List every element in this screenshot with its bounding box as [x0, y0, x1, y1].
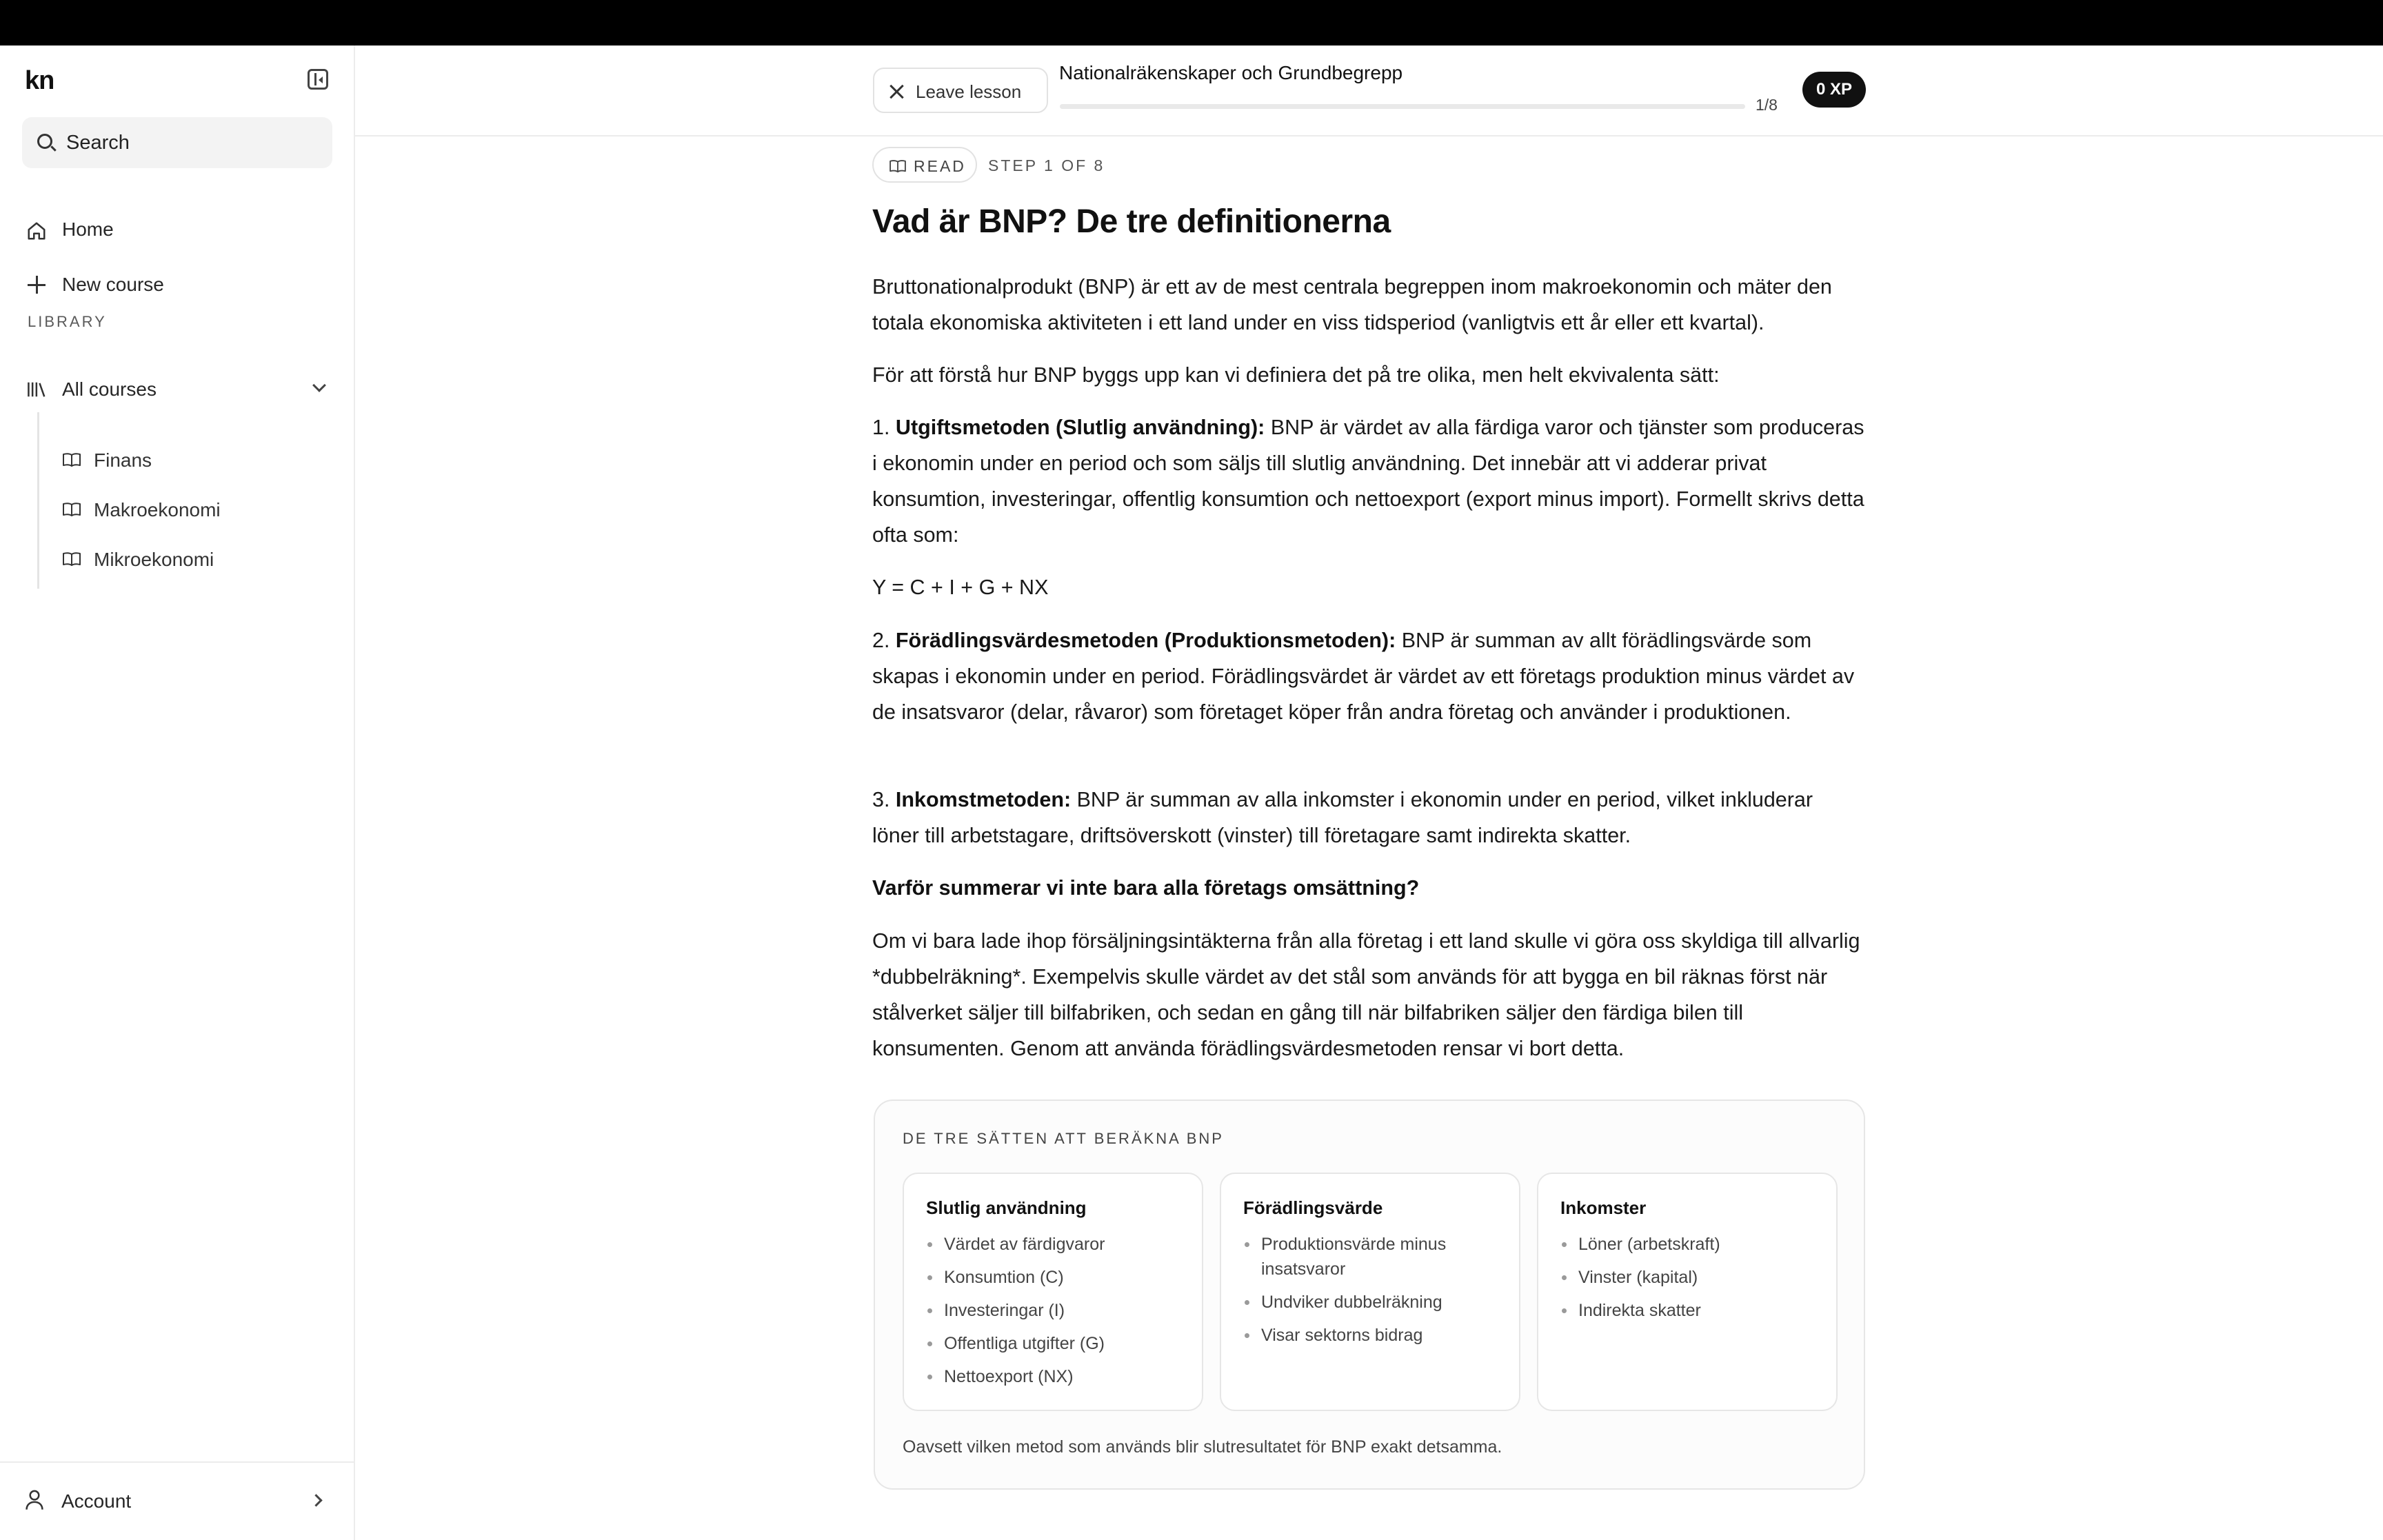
list-item: Vinster (kapital) — [1560, 1265, 1822, 1290]
account-label: Account — [61, 1490, 132, 1512]
method-card-title: Förädlingsvärde — [1243, 1197, 1383, 1218]
sidebar-course-finans[interactable] — [52, 438, 331, 480]
method-card-list — [926, 1232, 1188, 1397]
nav-home-label: Home — [62, 219, 114, 240]
lead-paragraph: För att förstå hur BNP byggs upp kan vi definiera det på tre olika, men helt ekvivalenta sätt: — [872, 363, 1720, 387]
method-card-title: Slutlig användning — [926, 1197, 1087, 1218]
sidebar-course-mikroekonomi[interactable] — [52, 538, 331, 579]
library-icon — [26, 381, 48, 398]
intro-paragraph: Bruttonationalprodukt (BNP) är ett av de mest centrala begreppen inom makroekonomin och mäter den totala ekonomiska aktiviteten i ett land under en viss tidsperiod (vanligtvis ett år eller ett kvartal). — [872, 275, 1832, 334]
method-card-list — [1560, 1232, 1822, 1331]
list-item: Löner (arbetskraft) — [1560, 1232, 1822, 1257]
method-2-paragraph — [872, 622, 1865, 730]
nav-new-course-label: New course — [62, 274, 164, 295]
leave-lesson-label: Leave lesson — [916, 81, 1022, 102]
method-card-list — [1243, 1232, 1505, 1356]
list-item: Investeringar (I) — [926, 1298, 1188, 1323]
account-button[interactable] — [0, 1461, 355, 1540]
method-1-text: BNP är värdet av alla färdiga varor och tjänster som produceras i ekonomin under en period och som säljs till slutlig användning. Det innebär att vi adderar privat konsumtion, investeringar, offentlig konsumtion och nettoexport (export minus import). Formellt skrivs detta ofta som: — [872, 416, 1864, 547]
leave-lesson-button[interactable] — [873, 68, 1048, 113]
summary-title: DE TRE SÄTTEN ATT BERÄKNA BNP — [903, 1130, 1224, 1147]
lesson-progress-bar — [1060, 104, 1745, 109]
method-1-number: 1. — [872, 416, 890, 439]
search-input[interactable] — [22, 117, 332, 168]
method-3-number: 3. — [872, 788, 890, 811]
method-1-paragraph — [872, 409, 1865, 553]
method-3-title: Inkomstmetoden: — [895, 788, 1072, 811]
chevron-right-icon — [310, 1494, 322, 1506]
nav-home[interactable] — [22, 207, 332, 251]
close-icon — [889, 84, 905, 99]
method-3-text: BNP är summan av alla inkomster i ekonomin under en period, vilket inkluderar löner till arbetstagare, driftsöverskott (vinster) till företagare samt indirekta skatter. — [872, 788, 1813, 847]
list-item: Indirekta skatter — [1560, 1298, 1822, 1323]
method-card-title: Inkomster — [1560, 1197, 1647, 1218]
summary-footer: Oavsett vilken metod som används blir slutresultatet för BNP exakt detsamma. — [903, 1437, 1502, 1457]
method-2-title: Förädlingsvärdesmetoden (Produktionsmetoden): — [895, 629, 1396, 652]
list-item: Visar sektorns bidrag — [1243, 1323, 1505, 1348]
search-placeholder: Search — [66, 132, 130, 154]
summary-card — [874, 1100, 1865, 1490]
nav-all-courses[interactable] — [22, 367, 332, 411]
list-item: Offentliga utgifter (G) — [926, 1331, 1188, 1356]
sidebar-collapse-icon[interactable] — [308, 69, 328, 90]
question-heading-text: Varför summerar vi inte bara alla företags omsättning? — [872, 876, 1420, 900]
lesson-title: Nationalräkenskaper och Grundbegrepp — [1059, 62, 1403, 83]
xp-badge: 0 XP — [1802, 72, 1866, 108]
user-icon — [25, 1489, 44, 1511]
list-item: Undviker dubbelräkning — [1243, 1290, 1505, 1315]
formula: Y = C + I + G + NX — [872, 576, 1049, 599]
brand-logo[interactable]: kn — [25, 66, 54, 95]
method-2-text: BNP är summan av allt förädlingsvärde som skapas i ekonomin under en period. Förädlingsvärdet är värdet av ett företags produktion minus värdet av de insatsvaror (delar, råvaror) som företaget köper från andra företag och använder i produktionen. — [872, 629, 1855, 724]
list-item: Konsumtion (C) — [926, 1265, 1188, 1290]
sidebar — [0, 45, 355, 1540]
book-icon — [62, 452, 81, 467]
step-type-label: READ — [914, 157, 966, 175]
list-item: Produktionsvärde minus insatsvaror — [1243, 1232, 1505, 1281]
method-card-slutlig-anvandning — [903, 1173, 1203, 1411]
course-label: Mikroekonomi — [94, 549, 214, 570]
step-counter: STEP 1 OF 8 — [988, 156, 1105, 174]
method-card-inkomster — [1537, 1173, 1838, 1411]
step-type-badge — [872, 147, 977, 183]
course-label: Finans — [94, 449, 152, 471]
window-top-bar — [0, 0, 2383, 45]
method-3-paragraph — [872, 782, 1865, 853]
course-label: Makroekonomi — [94, 499, 221, 520]
method-1-title: Utgiftsmetoden (Slutlig användning): — [895, 416, 1265, 439]
book-open-icon — [889, 159, 907, 173]
list-item: Nettoexport (NX) — [926, 1364, 1188, 1389]
course-tree-line — [37, 412, 39, 589]
question-heading — [872, 870, 1865, 906]
nav-new-course[interactable] — [22, 262, 332, 306]
lesson-header — [355, 45, 2383, 136]
method-card-foradlingsvarde — [1220, 1173, 1520, 1411]
sidebar-course-makroekonomi[interactable] — [52, 488, 331, 529]
nav-all-courses-label: All courses — [62, 378, 157, 400]
book-icon — [62, 551, 81, 567]
library-section-label: LIBRARY — [28, 313, 107, 330]
home-icon — [26, 221, 47, 241]
method-2-number: 2. — [872, 629, 890, 652]
chevron-down-icon[interactable] — [312, 378, 326, 392]
question-paragraph: Om vi bara lade ihop försäljningsintäkterna från alla företag i ett land skulle vi göra oss skyldiga till allvarlig *dubbelräkning*. Exempelvis skulle värdet av det stål som används för att bygga en bil räknas först när stålverket säljer till bilfabriken, och sedan en gång till när bilfabriken säljer den färdiga bilen till konsumenten. Genom att använda förädlingsvärdesmetoden rensar vi bort detta. — [872, 929, 1860, 1060]
progress-count: 1/8 — [1756, 96, 1778, 114]
plus-icon — [28, 276, 46, 294]
list-item: Värdet av färdigvaror — [926, 1232, 1188, 1257]
search-icon — [37, 134, 52, 149]
book-icon — [62, 502, 81, 517]
lesson-heading: Vad är BNP? De tre definitionerna — [872, 203, 1391, 240]
